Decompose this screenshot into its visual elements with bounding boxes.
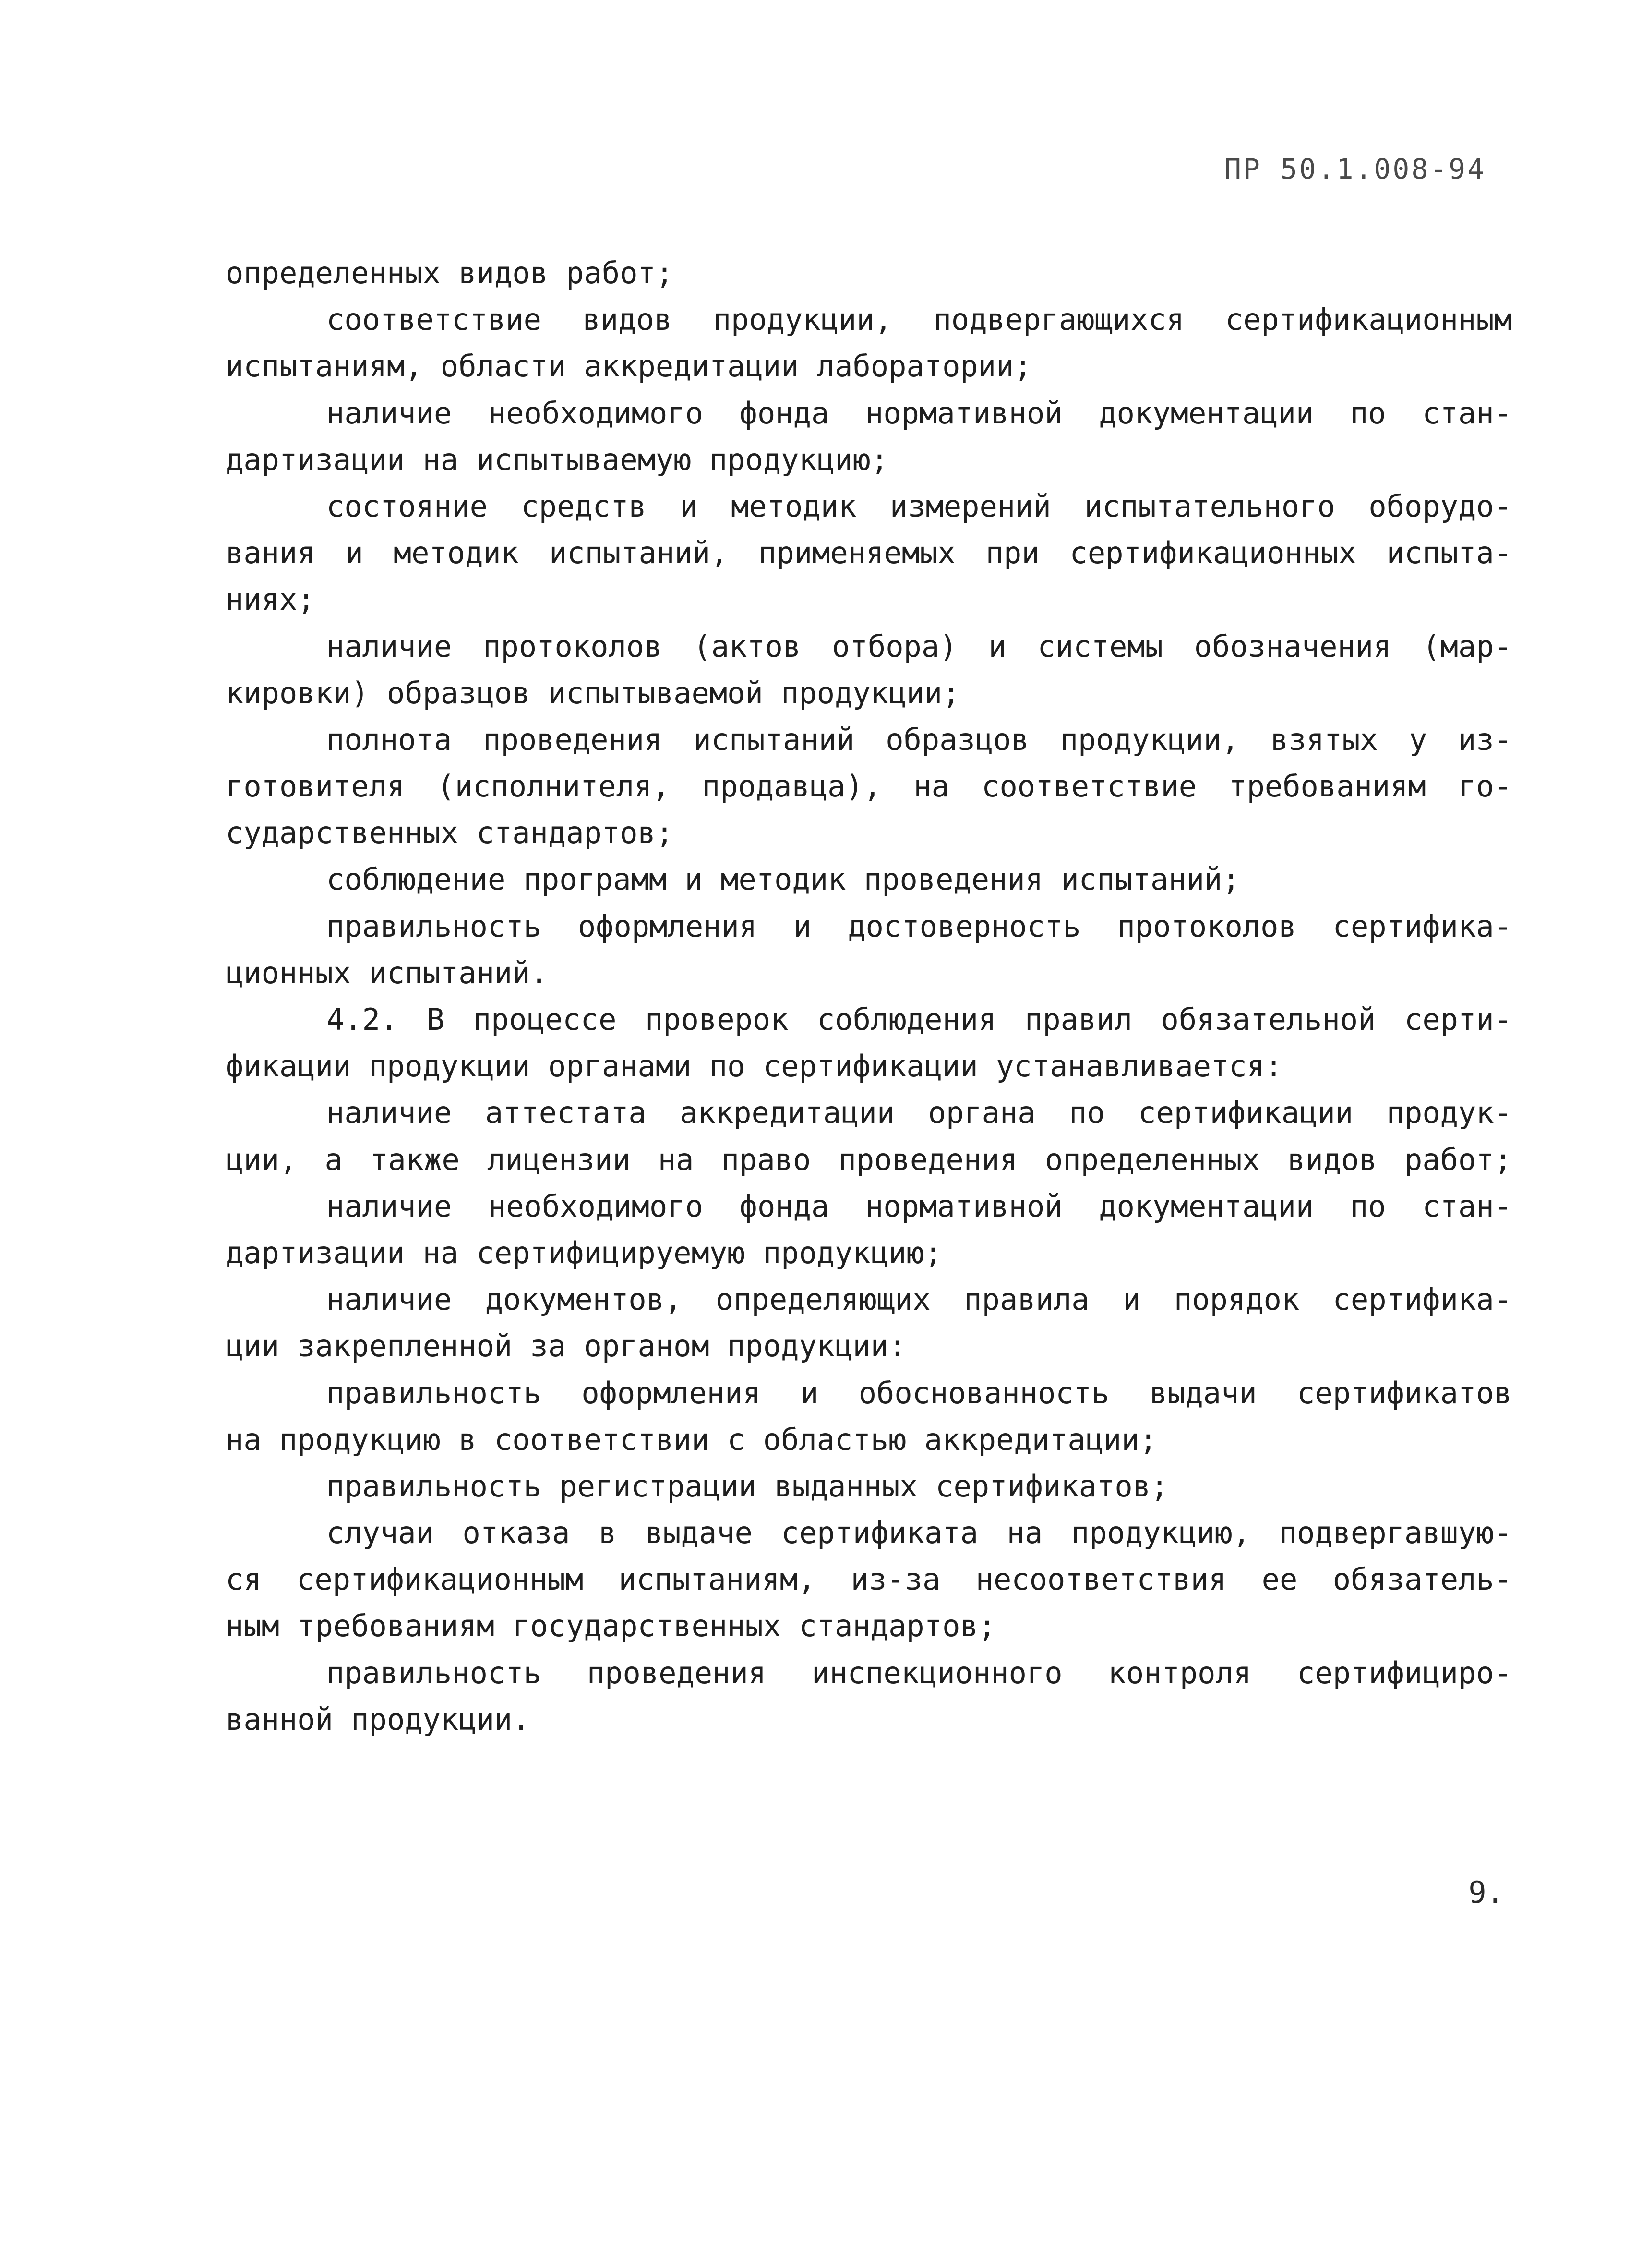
text-line: готовителя (исполнителя, продавца), на соответствие требованиям го- [226, 769, 1512, 804]
text-line: правильность оформления и достоверность протоколов сертифика- [326, 908, 1512, 944]
text-line: наличие необходимого фонда нормативной документации по стан- [326, 395, 1512, 431]
text-line: случаи отказа в выдаче сертификата на продукцию, подвергавшую- [326, 1515, 1512, 1551]
text-line: дартизации на сертифицируемую продукцию; [226, 1235, 943, 1270]
text-line: ции закрепленной за органом продукции: [226, 1328, 907, 1364]
text-line: кировки) образцов испытываемой продукции; [226, 675, 960, 711]
text-line: ционных испытаний. [226, 955, 548, 990]
page-number: 9. [1468, 1875, 1504, 1910]
text-line: соблюдение программ и методик проведения испытаний; [326, 862, 1240, 897]
text-line: наличие документов, определяющих правила и порядок сертифика- [326, 1282, 1512, 1317]
text-line: правильность регистрации выданных сертификатов; [326, 1468, 1169, 1504]
text-line: дартизации на испытываемую продукцию; [226, 442, 889, 477]
text-line: ванной продукции. [226, 1701, 530, 1737]
text-line: состояние средств и методик измерений испытательного оборудо- [326, 488, 1512, 524]
text-line: вания и методик испытаний, применяемых при сертификационных испыта- [226, 535, 1512, 571]
text-line: ниях; [226, 582, 315, 617]
text-line: наличие аттестата аккредитации органа по сертификации продук- [326, 1095, 1512, 1131]
text-line: ся сертификационным испытаниям, из-за несоответствия ее обязатель- [226, 1562, 1512, 1597]
text-line: испытаниям, области аккредитации лаборатории; [226, 349, 1032, 384]
text-line: правильность проведения инспекционного контроля сертифициро- [326, 1655, 1512, 1690]
text-line: наличие необходимого фонда нормативной документации по стан- [326, 1188, 1512, 1224]
text-line: на продукцию в соответствии с областью аккредитации; [226, 1422, 1158, 1457]
document-text [226, 250, 1512, 1743]
text-line: соответствие видов продукции, подвергающихся сертификационным [326, 302, 1512, 338]
text-line: сударственных стандартов; [226, 815, 674, 851]
document-code: ПР 50.1.008-94 [1224, 153, 1486, 185]
section-heading-line: 4.2. В процессе проверок соблюдения правил обязательной серти- [326, 1002, 1512, 1037]
text-line: правильность оформления и обоснованность выдачи сертификатов [326, 1375, 1512, 1411]
text-line: определенных видов работ; [226, 255, 674, 290]
text-line: ным требованиям государственных стандартов; [226, 1608, 996, 1644]
text-line: полнота проведения испытаний образцов продукции, взятых у из- [326, 722, 1512, 757]
text-line: фикации продукции органами по сертификации устанавливается: [226, 1049, 1283, 1084]
text-line: ции, а также лицензии на право проведения определенных видов работ; [226, 1142, 1512, 1177]
text-line: наличие протоколов (актов отбора) и системы обозначения (мар- [326, 628, 1512, 664]
